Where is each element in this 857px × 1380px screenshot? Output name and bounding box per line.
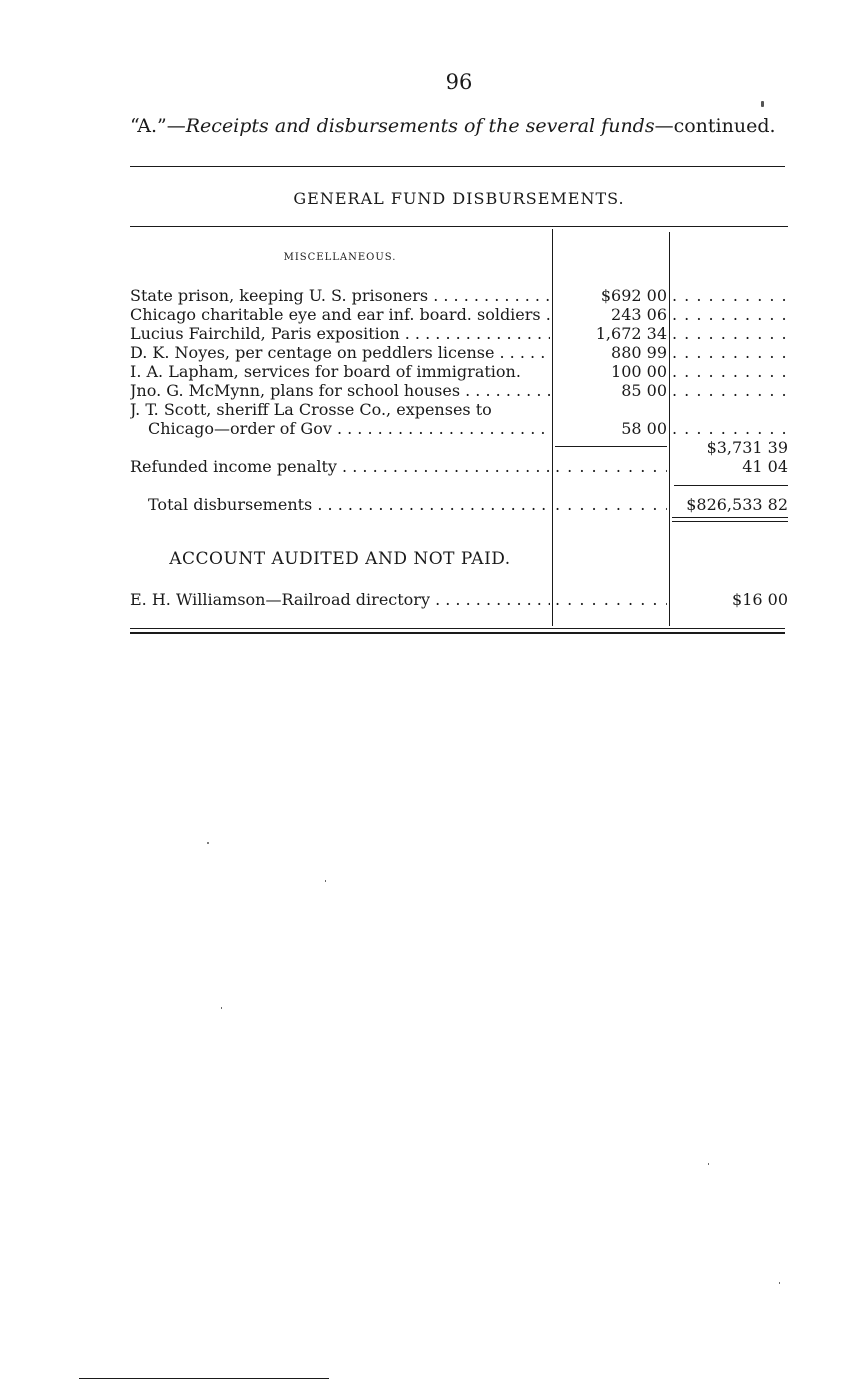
row-amount: $692 00 bbox=[600, 286, 667, 305]
total-top-rule bbox=[674, 485, 788, 486]
scan-speck bbox=[207, 842, 209, 844]
table-row bbox=[0, 286, 857, 305]
total-row bbox=[0, 495, 857, 514]
row-leader-dots bbox=[672, 343, 788, 362]
row-label: J. T. Scott, sheriff La Crosse Co., expenses to bbox=[130, 400, 492, 419]
refund-row bbox=[0, 457, 857, 476]
row-amount: 243 06 bbox=[611, 305, 667, 324]
scan-speck bbox=[761, 101, 764, 107]
table-row bbox=[0, 362, 857, 381]
audited-amount: $16 00 bbox=[732, 590, 788, 609]
table-top-rule bbox=[130, 226, 788, 227]
subtotal-row bbox=[0, 438, 857, 457]
table-bottom-rule-1 bbox=[130, 628, 785, 629]
refund-leader-dots bbox=[555, 457, 667, 476]
page-number: 96 bbox=[445, 70, 473, 94]
caption-suffix: —continued. bbox=[654, 115, 776, 137]
table-caption bbox=[130, 115, 790, 137]
row-label: Jno. G. McMynn, plans for school houses . . . bbox=[130, 381, 550, 400]
total-double-rule-2 bbox=[672, 521, 788, 522]
row-label: State prison, keeping U. S. prisoners . . . bbox=[130, 286, 550, 305]
row-amount: 58 00 bbox=[621, 419, 667, 438]
row-amount: 85 00 bbox=[621, 381, 667, 400]
table-row bbox=[0, 419, 857, 438]
scan-speck bbox=[779, 1282, 780, 1284]
table-bottom-rule-2 bbox=[130, 632, 785, 634]
section-heading: GENERAL FUND DISBURSEMENTS. bbox=[293, 189, 625, 208]
row-amount: 1,672 34 bbox=[595, 324, 667, 343]
audited-row bbox=[0, 590, 857, 609]
page-foot-rule bbox=[79, 1378, 329, 1379]
table-row bbox=[0, 400, 857, 419]
row-label: D. K. Noyes, per centage on peddlers license . . . bbox=[130, 343, 550, 362]
audited-section-title: ACCOUNT AUDITED AND NOT PAID. bbox=[169, 549, 511, 569]
row-label: Lucius Fairchild, Paris exposition . . . bbox=[130, 324, 550, 343]
total-leader-dots bbox=[555, 495, 667, 514]
row-label-continued: Chicago—order of Gov . . . bbox=[148, 419, 550, 438]
audited-label: E. H. Williamson—Railroad directory . . . bbox=[130, 590, 550, 609]
table-row bbox=[0, 305, 857, 324]
scan-speck bbox=[708, 1163, 709, 1165]
audited-leader-dots bbox=[555, 590, 667, 609]
caption-prefix: “A.”— bbox=[130, 115, 186, 137]
subtotal-amount: $3,731 39 bbox=[706, 438, 788, 457]
caption-italic: Receipts and disbursements of the several funds bbox=[185, 115, 655, 137]
refund-amount: 41 04 bbox=[742, 457, 788, 476]
row-amount: 100 00 bbox=[611, 362, 667, 381]
total-amount: $826,533 82 bbox=[686, 495, 788, 514]
row-amount: 880 99 bbox=[611, 343, 667, 362]
refund-label: Refunded income penalty . . . bbox=[130, 457, 550, 476]
scan-speck bbox=[325, 880, 326, 882]
total-label: Total disbursements . . . bbox=[148, 495, 550, 514]
row-label: I. A. Lapham, services for board of immigration. bbox=[130, 362, 521, 381]
row-leader-dots bbox=[672, 286, 788, 305]
table-row bbox=[0, 343, 857, 362]
scan-speck bbox=[221, 1007, 222, 1009]
subheading-miscellaneous: MISCELLANEOUS. bbox=[283, 252, 397, 263]
total-double-rule-1 bbox=[672, 517, 788, 518]
table-row bbox=[0, 381, 857, 400]
row-leader-dots bbox=[672, 381, 788, 400]
table-row bbox=[0, 324, 857, 343]
row-leader-dots bbox=[672, 419, 788, 438]
row-leader-dots bbox=[672, 324, 788, 343]
caption-rule bbox=[130, 166, 785, 167]
row-leader-dots bbox=[672, 362, 788, 381]
row-leader-dots bbox=[672, 305, 788, 324]
row-label: Chicago charitable eye and ear inf. board. soldiers . . . bbox=[130, 305, 550, 324]
